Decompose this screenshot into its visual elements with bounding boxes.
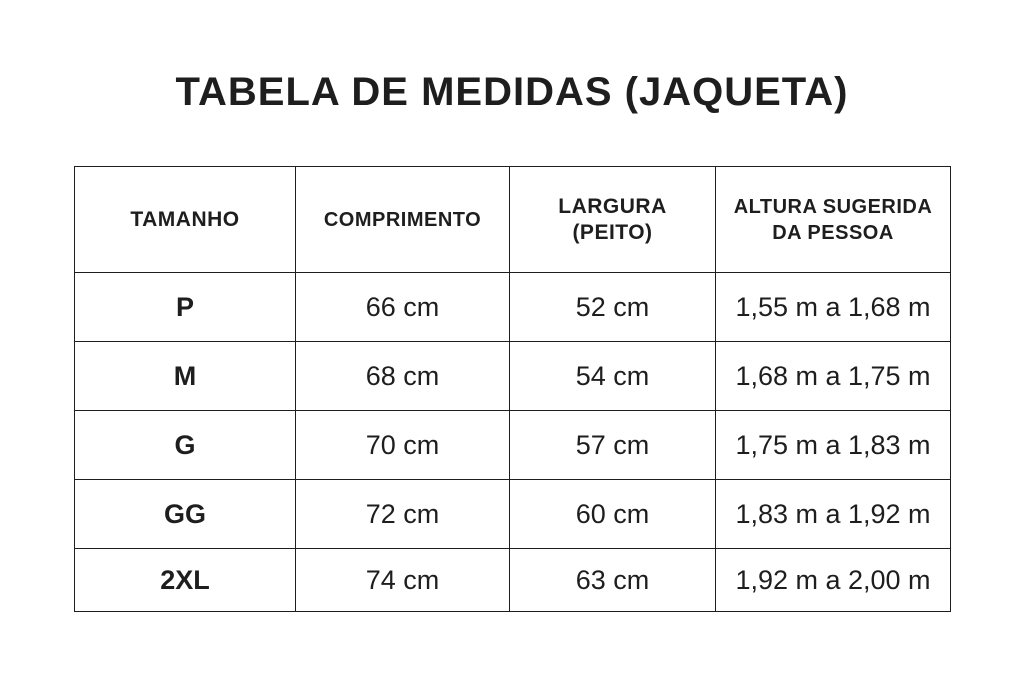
- width-cell: 57 cm: [510, 411, 716, 480]
- size-table: [74, 166, 951, 612]
- header-length: [296, 167, 510, 273]
- length-cell: 70 cm: [296, 411, 510, 480]
- header-height-line1: ALTURA SUGERIDA: [733, 195, 933, 218]
- width-cell: 63 cm: [510, 549, 716, 612]
- width-cell: 54 cm: [510, 342, 716, 411]
- height-cell: 1,55 m a 1,68 m: [716, 273, 951, 342]
- page-title: TABELA DE MEDIDAS (JAQUETA): [175, 70, 849, 114]
- size-cell: GG: [75, 480, 296, 549]
- size-cell: M: [75, 342, 296, 411]
- height-cell: 1,68 m a 1,75 m: [716, 342, 951, 411]
- size-cell: 2XL: [75, 549, 296, 612]
- header-width-line2: (PEITO): [572, 220, 653, 244]
- length-cell: 66 cm: [296, 273, 510, 342]
- table-row: [75, 480, 951, 549]
- table-row: [75, 273, 951, 342]
- height-cell: 1,83 m a 1,92 m: [716, 480, 951, 549]
- header-length-label: COMPRIMENTO: [323, 208, 482, 231]
- header-width: [510, 167, 716, 273]
- length-cell: 72 cm: [296, 480, 510, 549]
- width-cell: 60 cm: [510, 480, 716, 549]
- table-row: [75, 411, 951, 480]
- header-size-label: TAMANHO: [130, 207, 240, 231]
- header-width-line1: LARGURA: [558, 194, 667, 218]
- height-cell: 1,75 m a 1,83 m: [716, 411, 951, 480]
- length-cell: 74 cm: [296, 549, 510, 612]
- height-cell: 1,92 m a 2,00 m: [716, 549, 951, 612]
- table-row: [75, 342, 951, 411]
- size-cell: G: [75, 411, 296, 480]
- length-cell: 68 cm: [296, 342, 510, 411]
- table-row: [75, 549, 951, 612]
- table-header-row: [75, 167, 951, 273]
- width-cell: 52 cm: [510, 273, 716, 342]
- size-cell: P: [75, 273, 296, 342]
- header-height: [716, 167, 951, 273]
- header-size: [75, 167, 296, 273]
- header-height-line2: DA PESSOA: [772, 221, 894, 244]
